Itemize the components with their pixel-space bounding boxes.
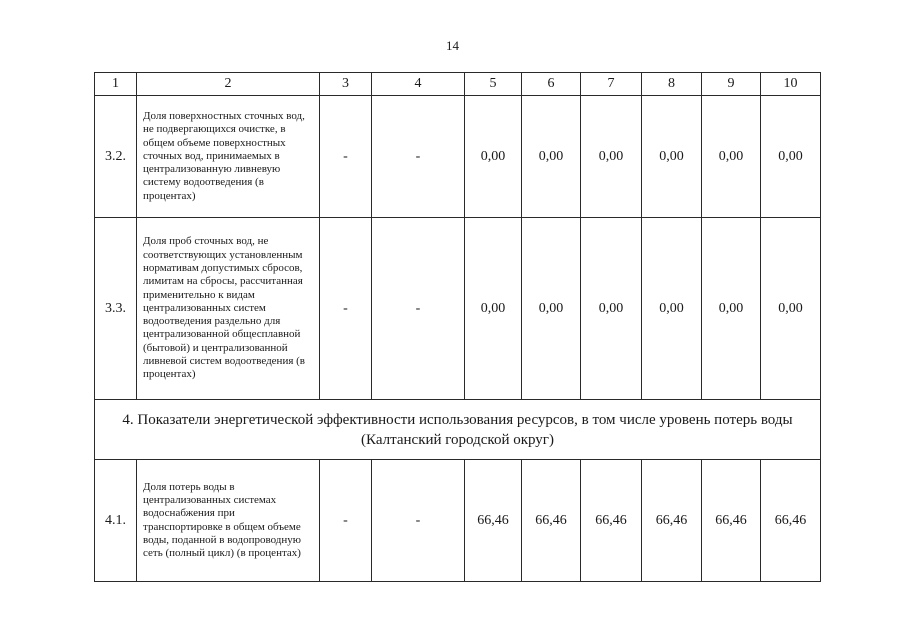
value-cell: 66,46 (761, 460, 821, 582)
table-row (95, 96, 821, 218)
value-cell: - (320, 218, 372, 400)
header-cell: 1 (95, 73, 137, 96)
header-cell: 10 (761, 73, 821, 96)
value-cell: - (372, 96, 465, 218)
section-header-row (95, 400, 821, 460)
value-cell: 0,00 (761, 96, 821, 218)
value-cell: 0,00 (581, 218, 642, 400)
header-cell: 3 (320, 73, 372, 96)
row-description: Доля поверхностных сточных вод, не подвергающихся очистке, в общем объеме поверхностных сточных вод, принимаемых в централизованную ливневую систему водоотведения (в процентах) (137, 96, 320, 218)
value-cell: 0,00 (702, 96, 761, 218)
section-title-line2: (Калтанский городской округ) (361, 431, 554, 448)
value-cell: 0,00 (642, 218, 702, 400)
value-cell: 66,46 (581, 460, 642, 582)
value-cell: 66,46 (465, 460, 522, 582)
row-number: 3.3. (95, 218, 137, 400)
header-cell: 6 (522, 73, 581, 96)
section-title-line1: 4. Показатели энергетической эффективности использования ресурсов, в том числе уровень потерь воды (122, 411, 793, 428)
value-cell: - (320, 96, 372, 218)
value-cell: - (320, 460, 372, 582)
value-cell: 0,00 (581, 96, 642, 218)
value-cell: 0,00 (702, 218, 761, 400)
value-cell: - (372, 460, 465, 582)
value-cell: 0,00 (465, 218, 522, 400)
section-title (95, 400, 821, 460)
value-cell: 0,00 (761, 218, 821, 400)
table-row (95, 218, 821, 400)
value-cell: 66,46 (522, 460, 581, 582)
header-cell: 4 (372, 73, 465, 96)
header-cell: 9 (702, 73, 761, 96)
row-number: 3.2. (95, 96, 137, 218)
row-description: Доля проб сточных вод, не соответствующих установленным нормативам допустимых сбросов, лимитам на сбросы, рассчитанная применительно к видам централизованных систем водоотведения раздельно для централизованной общесплавной (бытовой) и централизованной ливневой систем водоотведения (в процентах) (137, 218, 320, 400)
value-cell: 0,00 (522, 218, 581, 400)
indicators-table (94, 72, 821, 582)
value-cell: 66,46 (702, 460, 761, 582)
table-header-row (95, 73, 821, 96)
value-cell: 66,46 (642, 460, 702, 582)
row-number: 4.1. (95, 460, 137, 582)
value-cell: 0,00 (465, 96, 522, 218)
header-cell: 2 (137, 73, 320, 96)
value-cell: 0,00 (522, 96, 581, 218)
value-cell: 0,00 (642, 96, 702, 218)
value-cell: - (372, 218, 465, 400)
header-cell: 5 (465, 73, 522, 96)
page-number: 14 (446, 38, 459, 53)
header-cell: 7 (581, 73, 642, 96)
row-description: Доля потерь воды в централизованных системах водоснабжения при транспортировке в общем объеме воды, поданной в водопроводную сеть (полный цикл) (в процентах) (137, 460, 320, 582)
header-cell: 8 (642, 73, 702, 96)
table-row (95, 460, 821, 582)
